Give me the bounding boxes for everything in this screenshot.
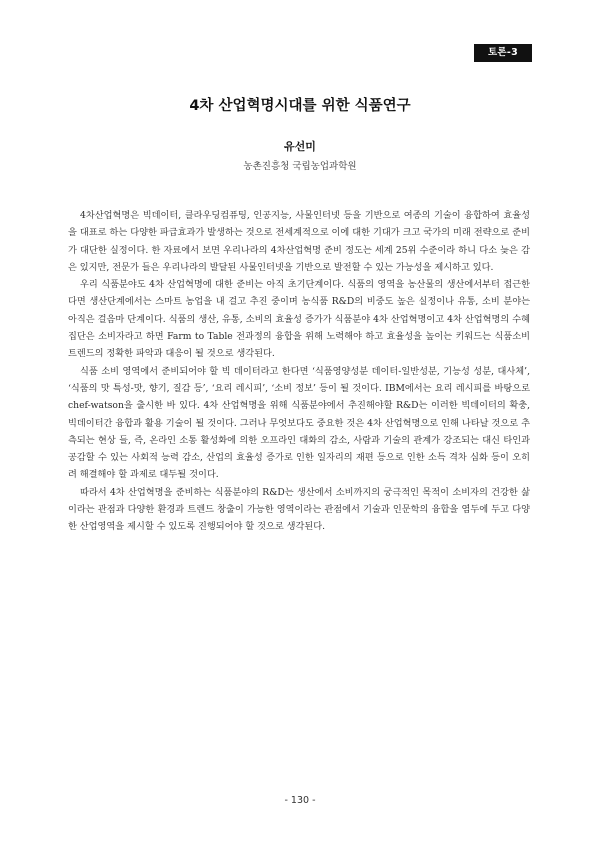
body-paragraph: 우리 식품분야도 4차 산업혁명에 대한 준비는 아직 초기단계이다. 식품의 영역을 농산물의 생산에서부터 접근한다면 생산단계에서는 스마트 농업을 내 걸고 추진 중이며 농식품 R&D의 비중도 높은 실정이나 유통, 소비 분야는 아직은 걸음마 단계이다. 식품의 생산, 유통, 소비의 효율성 증가가 식품분야 4차 산업혁명이고 4차 산업혁명의 수혜집단은 소비자라고 하면 Farm to Table 전과정의 융합을 위해 노력해야 하고 효율성을 높이는 키워드는 식품소비 트렌드의 정확한 파악과 대응이 될 것으로 생각된다. xyxy=(68,279,530,360)
body-paragraph: 식품 소비 영역에서 준비되어야 할 빅 데이터라고 한다면 ‘식품영양성분 데이터-일반성분, 기능성 성분, 대사체’, ‘식품의 맛 특성-맛, 향기, 질감 등’, ‘요리 레시피’, ‘소비 정보’ 등이 될 것이다. IBM에서는 요리 레시피를 바탕으로 chef-watson을 출시한 바 있다. 4차 산업혁명을 위해 식품분야에서 추진해야할 R&D는 이러한 빅데이터의 확충, 빅데이터간 융합과 활용 기술이 될 것이다. 그러나 무엇보다도 중요한 것은 4차 산업혁명으로 인해 나타날 것으로 추측되는 현상 들, 즉, 온라인 소통 활성화에 의한 오프라인 대화의 감소, 사람과 기술의 관계가 강조되는 대신 타인과 공감할 수 있는 사회적 능력 감소, 산업의 효율성 증가로 인한 일자리의 재편 등으로 인한 소득 격차 심화 등이 오히려 해결해야 할 과제로 대두될 것이다. xyxy=(68,365,530,481)
page-number: - 130 - xyxy=(284,795,316,806)
body-paragraph: 따라서 4차 산업혁명을 준비하는 식품분야의 R&D는 생산에서 소비까지의 궁극적인 목적이 소비자의 건강한 삶이라는 관점과 다양한 환경과 트렌드 창출이 가능한 영역이라는 관점에서 기술과 인문학의 융합을 염두에 두고 다양한 산업영역을 제시할 수 있도록 진행되어야 할 것으로 생각된다. xyxy=(68,486,530,533)
author-name: 유선미 xyxy=(284,140,316,153)
body-paragraph: 4차산업혁명은 빅데이터, 클라우딩컴퓨팅, 인공지능, 사물인터넷 등을 기반으로 여종의 기술이 융합하여 효율성을 대표로 하는 다양한 파급효과가 발생하는 것으로 전세계적으로 이에 대한 기대가 크고 국가의 미래 전략으로 준비가 대단한 실정이다. 한 자료에서 보면 우리나라의 4차산업혁명 준비 정도는 세계 25위 수준이라 하니 다소 늦은 감은 있지만, 전문가 들은 우리나라의 발달된 사물인터넷을 기반으로 발전할 수 있는 가능성을 제시하고 있다. xyxy=(68,210,530,273)
paper-title: 4차 산업혁명시대를 위한 식품연구 xyxy=(189,98,411,114)
session-badge: 토론-3 xyxy=(474,44,532,62)
body-text xyxy=(68,207,530,536)
author-affiliation: 농촌진흥청 국립농업과학원 xyxy=(243,161,357,172)
